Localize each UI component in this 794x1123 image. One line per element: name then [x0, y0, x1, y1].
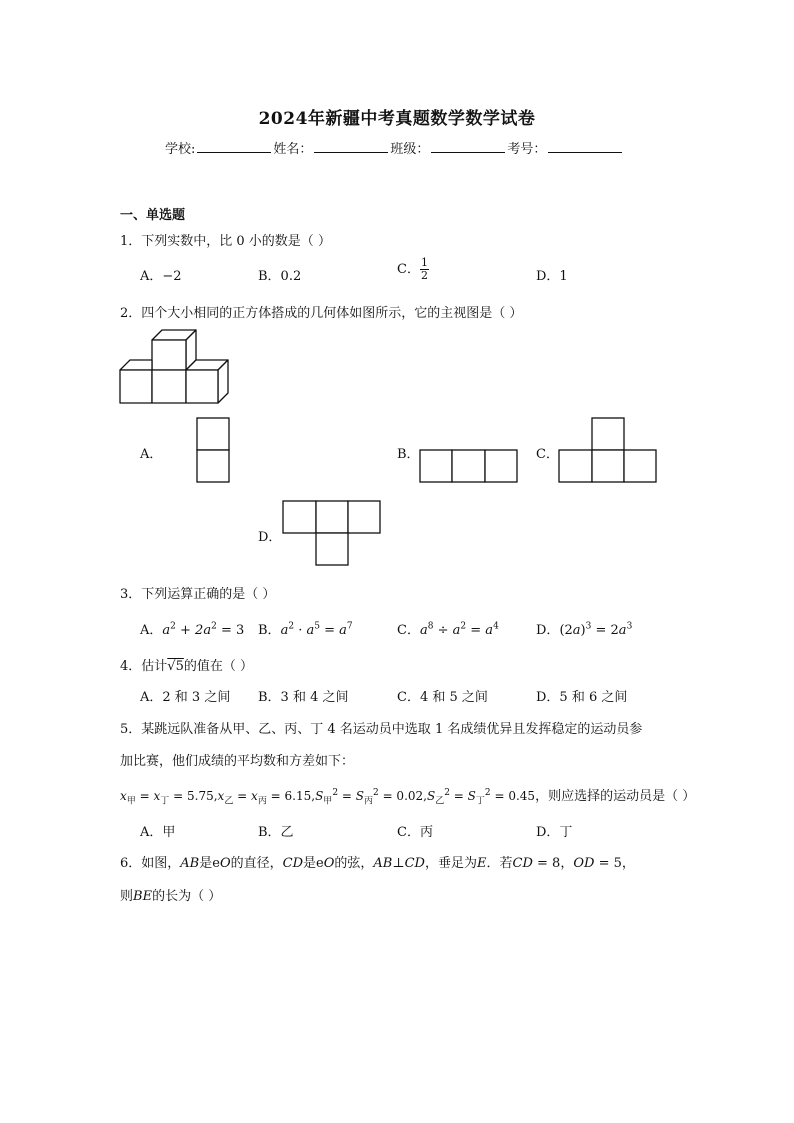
math-expression: O [219, 856, 231, 871]
q2-option-a-figure [196, 417, 230, 483]
q6-text: ， [560, 856, 574, 871]
q1-stem: 1．下列实数中，比 0 小的数是（ ） [120, 234, 331, 249]
math-expression: CD [512, 856, 533, 871]
math-expression: E [477, 856, 487, 871]
q3-option-a-label: A． [140, 623, 163, 638]
q6-text: 6．如图， [120, 856, 181, 871]
q4-option-a: A．2 和 3 之间 [140, 690, 231, 705]
q5-line2: 加比赛，他们成绩的平均数和方差如下： [120, 754, 355, 769]
math-expression: = 5 [594, 856, 622, 871]
number-blank [548, 140, 622, 153]
q3-option-c [397, 619, 499, 638]
q5-option-c: C．丙 [397, 825, 433, 840]
name-label: 姓名： [273, 142, 313, 157]
q6-text: ， [621, 856, 635, 871]
q2-option-d: D． [258, 530, 282, 545]
q5-option-a: A．甲 [140, 825, 176, 840]
math-expression: AB [373, 856, 393, 871]
q3-option-a [140, 619, 244, 638]
q6-text: 是 [199, 856, 213, 871]
q5-option-d: D．丁 [536, 825, 573, 840]
q2-option-a: A． [140, 447, 163, 462]
number-label: 考号： [507, 142, 547, 157]
page-title: 2024年新疆中考真题数学数学试卷 [258, 109, 536, 129]
circle-symbol: e [212, 856, 220, 871]
q5-option-b: B．乙 [258, 825, 294, 840]
q3-option-b-label: B． [258, 623, 281, 638]
q2-option-c: C． [536, 447, 559, 462]
q2-option-d-figure [282, 500, 382, 566]
q6-text: 的直径， [230, 856, 283, 871]
q3-option-d [536, 619, 632, 638]
q6-text: 则 [120, 889, 134, 904]
q4-stem-pre: 4．估计 [120, 659, 168, 674]
fraction-numerator: 1 [420, 256, 428, 269]
student-info-line [165, 138, 624, 157]
math-expression: O [323, 856, 335, 871]
math-expression: CD [282, 856, 304, 871]
q1-option-c [397, 257, 429, 282]
math-expression: CD [404, 856, 425, 871]
q1-option-a: A．−2 [140, 269, 182, 284]
circle-symbol: e [316, 856, 324, 871]
q2-option-c-figure [558, 417, 658, 483]
statistics-expression: $x_甲 = x_丁 = 5.75,x_乙 = x_丙 = 6.15,S_甲^2 = S_丙^2 = 0.02,S_乙^2 = S_丁^2 = 0.45$ [120, 788, 536, 807]
q6-line2 [120, 885, 221, 904]
math-expression: AB [180, 856, 200, 871]
q5-line1: 5．某跳远队准备从甲、乙、丙、丁 4 名运动员中选取 1 名成绩优异且发挥稳定的运动员参 [120, 722, 643, 737]
class-blank [431, 140, 505, 153]
q4-option-b: B．3 和 4 之间 [258, 690, 349, 705]
q1-option-c-prefix: C． [397, 262, 420, 277]
math-expression: $a^8 \div a^2 = a^4$ [419, 621, 499, 638]
math-expression: OD [573, 856, 595, 871]
q3-option-c-label: C． [397, 623, 420, 638]
q6-text: 的弦， [334, 856, 374, 871]
q1-option-b: B．0.2 [258, 269, 302, 284]
q1-option-d: D．1 [536, 269, 568, 284]
name-blank [314, 140, 388, 153]
school-label: 学校: [165, 142, 196, 157]
fraction-denominator: 2 [420, 269, 428, 282]
section-heading: 一、单选题 [120, 208, 186, 223]
q2-option-b-figure [419, 449, 519, 483]
q6-line1 [120, 852, 635, 871]
fraction [420, 257, 429, 282]
q4-stem-post: 的值在（ ） [183, 659, 253, 674]
perp-symbol: ⊥ [392, 856, 405, 871]
q4-stem [120, 655, 253, 674]
math-expression: $a^2 \cdot a^5 = a^7$ [280, 621, 353, 638]
q4-option-c: C．4 和 5 之间 [397, 690, 488, 705]
cube-solid-figure [118, 328, 234, 408]
q5-line3 [120, 785, 695, 806]
q2-option-b: B． [397, 447, 420, 462]
q6-text: 是 [303, 856, 317, 871]
q6-text: ，垂足为 [424, 856, 477, 871]
q5-line3-tail: ，则应选择的运动员是（ ） [535, 789, 696, 804]
sqrt5-expression: √5 [167, 659, 184, 674]
q3-option-d-label: D． [536, 623, 560, 638]
q6-text: 的长为（ ） [152, 889, 222, 904]
math-expression: $(2a)^3 = 2a^3$ [559, 621, 633, 638]
school-blank [197, 140, 271, 153]
q4-option-d: D．5 和 6 之间 [536, 690, 628, 705]
math-expression: BE [133, 889, 153, 904]
q6-text: ．若 [486, 856, 513, 871]
math-expression: $a^2 + 2a^2 = 3$ [162, 621, 245, 638]
q2-stem: 2．四个大小相同的正方体搭成的几何体如图所示，它的主视图是（ ） [120, 306, 523, 321]
q3-stem: 3．下列运算正确的是（ ） [120, 587, 276, 602]
math-expression: = 8 [532, 856, 561, 871]
q3-option-b [258, 619, 353, 638]
class-label: 班级： [390, 142, 430, 157]
